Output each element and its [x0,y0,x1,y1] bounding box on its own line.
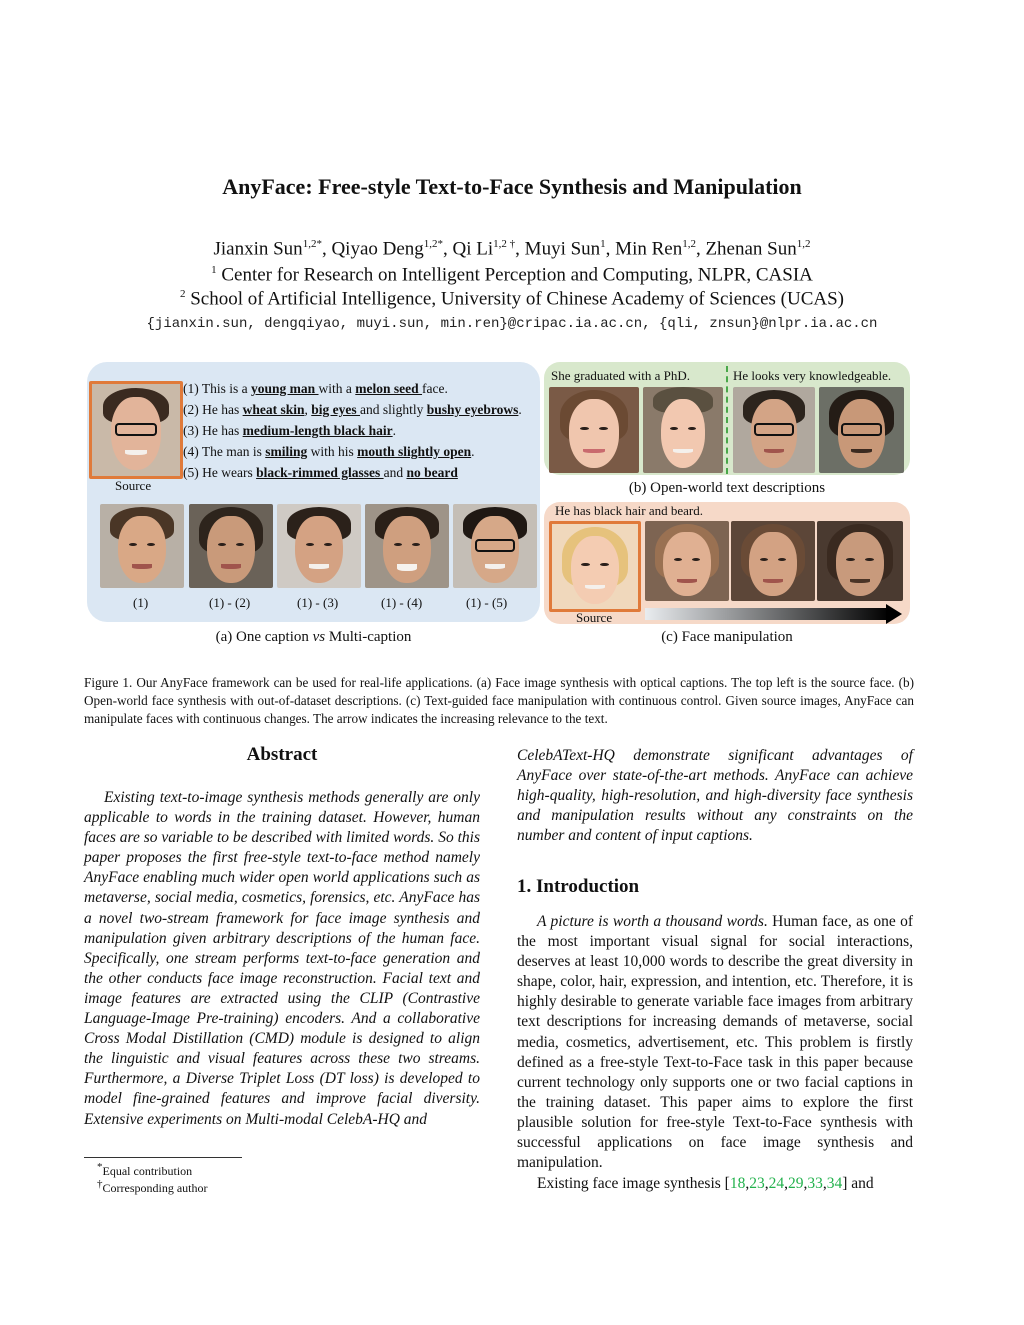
caption-item: (2) He has wheat skin, big eyes and slightly bushy eyebrows. [183,402,522,417]
manipulation-source-face-image [549,521,641,612]
author: Qiyao Deng [331,238,424,260]
open-world-face-image [733,387,815,473]
author-emails: {jianxin.sun, dengqiyao, muyi.sun, min.ren}@cripac.ia.ac.cn, {qli, znsun}@nlpr.ia.ac.cn [146,316,878,332]
panel-b-text-left: She graduated with a PhD. [551,368,691,383]
affiliation-2 [0,288,1024,310]
relevance-arrow-bar [645,608,890,620]
author-sup: 1,2 [796,238,811,250]
panel-b-text-right: He looks very knowledgeable. [733,368,892,383]
footnote-rule [84,1157,242,1158]
manipulated-face-image [817,521,903,601]
result-face-image [453,504,537,588]
open-world-face-image [549,387,639,473]
citation-link[interactable]: 29 [787,1175,804,1192]
author: Muyi Sun [524,238,601,260]
open-world-face-image [643,387,723,473]
result-label: (1) - (4) [381,595,423,610]
author-sup: 1,2* [302,238,322,250]
caption-item: (5) He wears black-rimmed glasses and no beard [183,465,458,480]
paper-title: AnyFace: Free-style Text-to-Face Synthesis and Manipulation [222,174,802,199]
figure-caption: Figure 1. Our AnyFace framework can be used for real-life applications. (a) Face image synthesis with optical captions. The top left is the source face. (b) Open-world face synthesis with out-of-dataset descriptions. (c) Text-guided face manipulation with continuous control. Given source images, AnyFace can manipulate faces with continuous changes. The arrow indicates the increasing relevance to the text. [84,675,914,726]
introduction-paragraph: A picture is worth a thousand words. Human face, as one of the most important visual signal for social interactions, deserves at least 10,000 words to describe the great diversity in shape, color, hair, expression, and intention, etc. Therefore, it is highly desirable to generate variable face images from arbitrary text descriptions for increasing demands of metaverse, social media, cosmetics, advertisement, etc. This problem is firstly defined as a free-style Text-to-Face task in this paper because current technology only supports one or two facial captions in the training dataset. This paper aims to explore the first plausible solution for free-style Text-to-Face synthesis with successful applications on face image synthesis and manipulation. [517,913,913,1172]
affiliation-text: School of Artificial Intelligence, University of Chinese Academy of Sciences (UCAS) [190,288,844,310]
author-sup: 1,2 [682,238,696,250]
author-sup: 1 [600,238,606,250]
source-face-image [89,381,183,479]
author-sup: 1,2* [423,238,444,250]
citation-link[interactable]: 23 [749,1175,765,1192]
result-label: (1) - (3) [297,595,339,610]
author: Qi Li [452,238,494,260]
abstract-body: Existing text-to-image synthesis methods generally are only applicable to words in the training dataset. However, human faces are so variable to be described with limited words. So this paper proposes the first free-style text-to-face method namely AnyFace enabling much wider open world applications such as metaverse, social media, cosmetics, forensics, etc. AnyFace has a novel two-stream framework for face image synthesis and manipulation given arbitrary descriptions of the human face. Specifically, one stream performs text-to-face generation and the other conducts face image reconstruction. Facial text and image features are extracted using the CLIP (Contrastive Language-Image Pre-training) encoders. And a collaborative Cross Modal Distillation (CMD) module is designed to align the linguistic and visual features across these two streams. Furthermore, a Diverse Triplet Loss (DT loss) is developed to model fine-grained features and improve facial diversity. Extensive experiments on Multi-modal CelebA-HQ and [84,789,480,1128]
author: Min Ren [615,238,683,260]
result-label: (1) - (5) [466,595,508,610]
author-sup: 1,2 † [493,238,516,250]
manipulated-face-image [731,521,815,601]
caption-list [183,378,522,483]
citation-link[interactable]: 34 [826,1175,843,1192]
author-list: Jianxin Sun$^{1,2*}$, Qiyao Deng$^{1,2*}$, Qi $Li^{1,2 \dagger}$, Muyi Sun$^1$, Min Ren$^{1,2}$, Zhenan Sun$^{1,2}$ [213,238,811,260]
footnote-corresponding: †Corresponding author [97,1178,208,1195]
caption-item: (1) This is a young man with a melon seed face. [183,381,448,396]
result-face-image [100,504,184,588]
abstract-heading: Abstract [246,744,318,765]
affiliation-mark: 2 [179,288,186,300]
abstract-continued: CelebAText-HQ demonstrate significant advantages of AnyFace over state-of-the-art methods. AnyFace can achieve high-quality, high-resolution, and high-diversity face synthesis and manipulation results without any constraints on the number and content of input captions. [517,747,913,845]
panel-c-caption: (c) Face manipulation [661,629,793,645]
open-world-face-image [819,387,904,473]
result-label: (1) [133,595,149,610]
citation-link[interactable]: 24 [768,1175,785,1192]
panel-b-divider [726,366,728,474]
footnote-equal: *Equal contribution [97,1161,193,1178]
panel-c-text: He has black hair and beard. [555,503,703,518]
result-label: (1) - (2) [209,595,251,610]
panel-b-caption: (b) Open-world text descriptions [628,480,826,496]
panel-a-caption: (a) One caption vs Multi-caption [215,629,412,645]
affiliation-mark: 1 [211,264,217,276]
introduction-paragraph-2: Existing face image synthesis [18,23,24,29,33,34] and [537,1175,874,1192]
caption-item: (3) He has medium-length black hair. [183,423,396,438]
citation-link[interactable]: 33 [807,1175,823,1192]
result-face-image [277,504,361,588]
author: Zhenan Sun [705,238,797,260]
result-face-image [189,504,273,588]
citation-link[interactable]: 18 [729,1175,746,1192]
result-face-image [365,504,449,588]
caption-item: (4) The man is smiling with his mouth slightly open. [183,444,475,459]
affiliation-1 [0,264,1024,286]
arrow-right-icon [886,604,902,624]
source-label: Source [115,478,152,493]
panel-c-source-label: Source [576,610,613,625]
manipulated-face-image [645,521,729,601]
author: Jianxin Sun [213,238,303,260]
affiliation-text: Center for Research on Intelligent Perception and Computing, NLPR, CASIA [221,264,813,286]
introduction-heading: 1. Introduction [517,876,640,897]
